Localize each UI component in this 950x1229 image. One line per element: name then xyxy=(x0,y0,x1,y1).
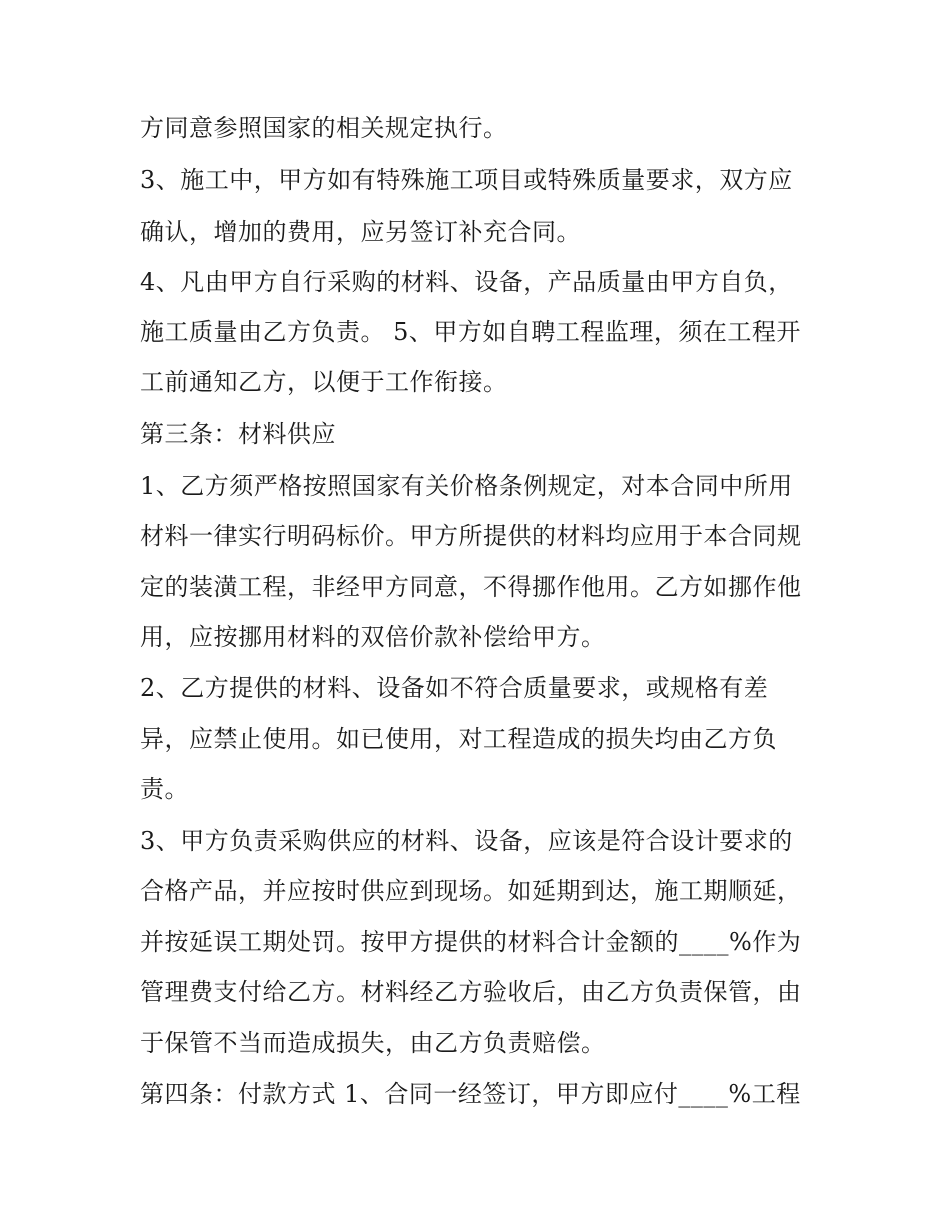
text-line: 3、甲方负责采购供应的材料、设备，应该是符合设计要求的 xyxy=(140,827,793,855)
text-line: 责。 xyxy=(140,775,189,803)
text-line: 材料一律实行明码标价。甲方所提供的材料均应用于本合同规 xyxy=(140,522,802,550)
text-line: 4、凡由甲方自行采购的材料、设备，产品质量由甲方自负， xyxy=(140,268,793,296)
text-line: 确认，增加的费用，应另签订补充合同。 xyxy=(140,218,581,246)
section-heading: 第三条：材料供应 xyxy=(140,420,336,448)
text-line: 于保管不当而造成损失，由乙方负责赔偿。 xyxy=(140,1029,606,1057)
text-line: 定的装潢工程，非经甲方同意，不得挪作他用。乙方如挪作他 xyxy=(140,573,802,601)
text-line: 方同意参照国家的相关规定执行。 xyxy=(140,114,508,142)
text-line: 合格产品，并应按时供应到现场。如延期到达，施工期顺延， xyxy=(140,877,802,905)
text-line: 1、乙方须严格按照国家有关价格条例规定，对本合同中所用 xyxy=(140,472,793,500)
text-line: 工前通知乙方，以便于工作衔接。 xyxy=(140,368,508,396)
text-line: 管理费支付给乙方。材料经乙方验收后，由乙方负责保管，由 xyxy=(140,978,802,1006)
text-line: 异，应禁止使用。如已使用，对工程造成的损失均由乙方负 xyxy=(140,725,777,753)
text-line: 施工质量由乙方负责。 5、甲方如自聘工程监理，须在工程开 xyxy=(140,318,801,346)
text-line: 并按延误工期处罚。按甲方提供的材料合计金额的____%作为 xyxy=(140,928,802,956)
text-line: 3、施工中，甲方如有特殊施工项目或特殊质量要求，双方应 xyxy=(140,166,793,194)
text-line: 用，应按挪用材料的双倍价款补偿给甲方。 xyxy=(140,623,606,651)
section-heading: 第四条：付款方式 1、合同一经签订，甲方即应付____%工程 xyxy=(140,1080,801,1108)
text-line: 2、乙方提供的材料、设备如不符合质量要求，或规格有差 xyxy=(140,674,769,702)
